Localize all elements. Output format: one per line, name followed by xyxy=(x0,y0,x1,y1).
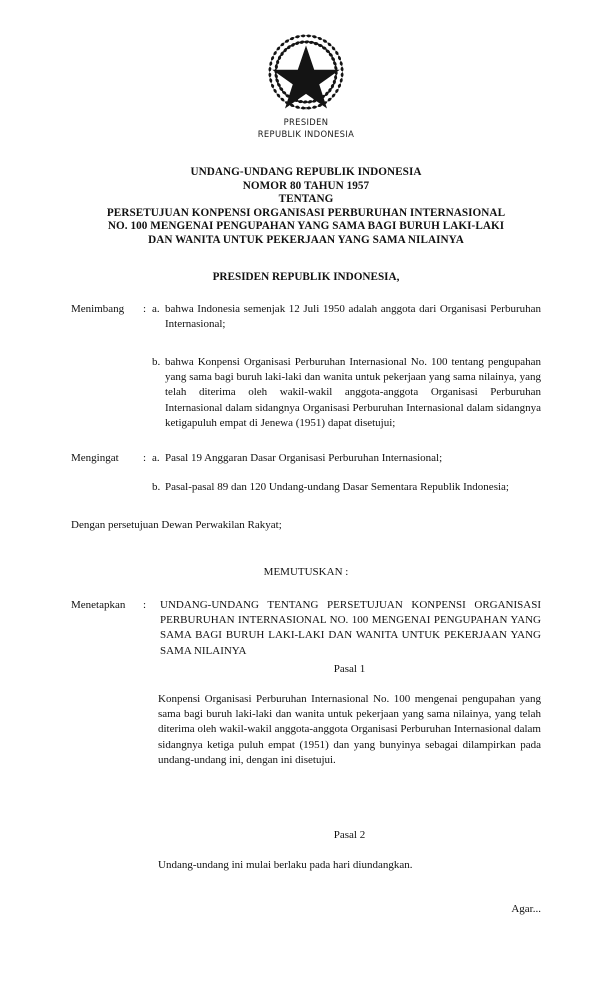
legal-basis-item-b xyxy=(71,480,541,495)
approval-line: Dengan persetujuan Dewan Perwakilan Rakyat; xyxy=(71,519,282,531)
letterhead-line-presiden: PRESIDEN xyxy=(283,117,329,127)
legal-basis-text-a: Pasal 19 Anggaran Dasar Organisasi Perburuhan Internasional; xyxy=(165,452,443,464)
indonesia-presidential-seal-icon xyxy=(260,30,352,114)
document-title xyxy=(36,166,576,248)
legal-basis-marker-a: a. xyxy=(152,452,160,464)
legal-basis-text-b: Pasal-pasal 89 dan 120 Undang-undang Dasar Sementara Republik Indonesia; xyxy=(165,481,509,493)
article-2-body: Undang-undang ini mulai berlaku pada hari diundangkan. xyxy=(158,859,413,871)
enactment-text: UNDANG-UNDANG TENTANG PERSETUJUAN KONPENSI ORGANISASI PERBURUHAN INTERNASIONAL NO. 100 MENGENAI PENGUPAHAN YANG SAMA BAGI BURUH LAKI-LAKI DAN WANITA UNTUK PEKERJAAN YANG SAMA NILAINYA xyxy=(160,599,541,657)
title-line-4: PERSETUJUAN KONPENSI ORGANISASI PERBURUHAN INTERNASIONAL xyxy=(106,206,506,219)
opening-heading: PRESIDEN REPUBLIK INDONESIA, xyxy=(212,271,400,283)
article-1-body: Konpensi Organisasi Perburuhan Internasional No. 100 mengenai pengupahan yang sama bagi buruh laki-laki dan wanita untuk pekerjaan yang sama nilainya, yang telah diterima oleh wakil-wakil anggota-anggota Organisasi Perburuhan Internasional dalam sidangnya ketiga puluh empat (1951) dan yang bunyinya sebagai dilampirkan pada undang-undang ini, dengan ini disetujui. xyxy=(158,693,541,766)
consideration-label: Menimbang xyxy=(71,303,125,315)
title-line-1: UNDANG-UNDANG REPUBLIK INDONESIA xyxy=(190,166,422,178)
title-line-3: TENTANG xyxy=(278,193,334,206)
legal-basis-item-a xyxy=(71,451,541,466)
letterhead xyxy=(0,30,612,140)
consideration-text-a: bahwa Indonesia semenjak 12 Juli 1950 adalah anggota dari Organisasi Perburuhan Internasional; xyxy=(165,303,541,331)
consideration-marker-b: b. xyxy=(152,356,161,368)
article-2-heading: Pasal 2 xyxy=(333,829,366,841)
consideration-marker-a: a. xyxy=(152,303,160,315)
enactment-row xyxy=(71,598,541,659)
letterhead-text xyxy=(0,117,612,140)
article-1-heading: Pasal 1 xyxy=(333,663,366,675)
consideration-item-b xyxy=(71,355,541,431)
consideration-colon: : xyxy=(143,303,147,315)
letterhead-line-republik: REPUBLIK INDONESIA xyxy=(257,128,355,139)
title-line-5: NO. 100 MENGENAI PENGUPAHAN YANG SAMA BAGI BURUH LAKI-LAKI xyxy=(107,220,505,233)
consideration-item-a xyxy=(71,302,541,332)
consideration-text-b: bahwa Konpensi Organisasi Perburuhan Internasional No. 100 tentang pengupahan yang sama bagi buruh laki-laki dan wanita untuk pekerjaan yang sama nilainya, yang telah diterima oleh wakil-wakil anggota-anggota Organisasi Perburuhan Internasional dalam sidangnya Organisasi Perburuhan Internasional dalam sidangnya ketigapuluh empat di Jenewa (1951) dapat disetujui; xyxy=(165,356,541,429)
enactment-label: Menetapkan xyxy=(71,599,126,611)
title-line-6: DAN WANITA UNTUK PEKERJAAN YANG SAMA NILAINYA xyxy=(148,233,464,246)
decision-heading: MEMUTUSKAN : xyxy=(263,566,349,578)
title-line-2: NOMOR 80 TAHUN 1957 xyxy=(242,179,370,192)
enactment-colon: : xyxy=(143,599,147,611)
catchword: Agar... xyxy=(511,903,541,915)
legal-basis-label: Mengingat xyxy=(71,452,119,464)
legal-basis-colon: : xyxy=(143,452,147,464)
legal-basis-marker-b: b. xyxy=(152,481,161,493)
